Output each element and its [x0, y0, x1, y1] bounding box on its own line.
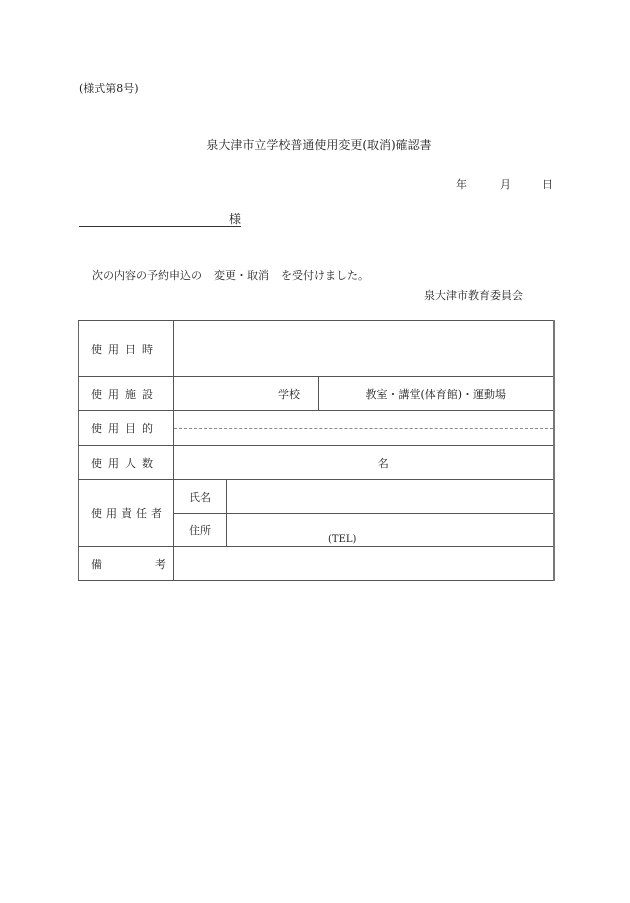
row-remarks	[79, 547, 554, 581]
value-responsible-name	[227, 480, 554, 514]
notice-text	[92, 267, 369, 283]
label-responsible-person: 使用責任者	[79, 480, 174, 547]
addressee-line	[79, 210, 241, 227]
row-usage-datetime	[79, 321, 554, 377]
date-month-label: 月	[500, 178, 511, 191]
row-responsible-name	[79, 480, 554, 514]
addressee-suffix: 様	[228, 212, 241, 226]
date-line	[456, 176, 553, 192]
confirmation-form-table	[78, 320, 555, 581]
notice-part-1: 次の内容の予約申込の	[92, 269, 202, 282]
issuer-name: 泉大津市教育委員会	[424, 289, 523, 302]
label-remarks-left: 備	[91, 557, 102, 571]
label-remarks	[79, 547, 174, 581]
label-responsible-address: 住所	[174, 514, 227, 547]
value-facility-options: 教室・講堂(体育館)・運動場	[319, 377, 554, 411]
document-title: 泉大津市立学校普通使用変更(取消)確認書	[206, 138, 432, 152]
label-usage-facility: 使用施設	[79, 377, 174, 411]
value-usage-count-unit: 名	[174, 446, 554, 480]
date-day-label: 日	[542, 178, 553, 191]
label-usage-datetime: 使用日時	[79, 321, 174, 377]
value-usage-datetime	[174, 321, 554, 377]
label-remarks-right: 考	[155, 557, 166, 571]
value-school-name: 学校	[174, 377, 319, 411]
value-responsible-tel: (TEL)	[227, 514, 554, 547]
form-number: (様式第8号)	[79, 82, 139, 95]
purpose-dashed-divider	[174, 428, 553, 429]
date-year-label: 年	[456, 178, 467, 191]
notice-change-cancel: 変更・取消	[214, 269, 269, 282]
label-usage-count: 使用人数	[79, 446, 174, 480]
value-usage-purpose	[174, 411, 554, 446]
row-usage-facility	[79, 377, 554, 411]
row-usage-purpose	[79, 411, 554, 446]
label-responsible-name: 氏名	[174, 480, 227, 514]
row-usage-count	[79, 446, 554, 480]
label-usage-purpose: 使用目的	[79, 411, 174, 446]
value-remarks	[174, 547, 554, 581]
notice-part-3: を受付けました。	[281, 269, 369, 282]
